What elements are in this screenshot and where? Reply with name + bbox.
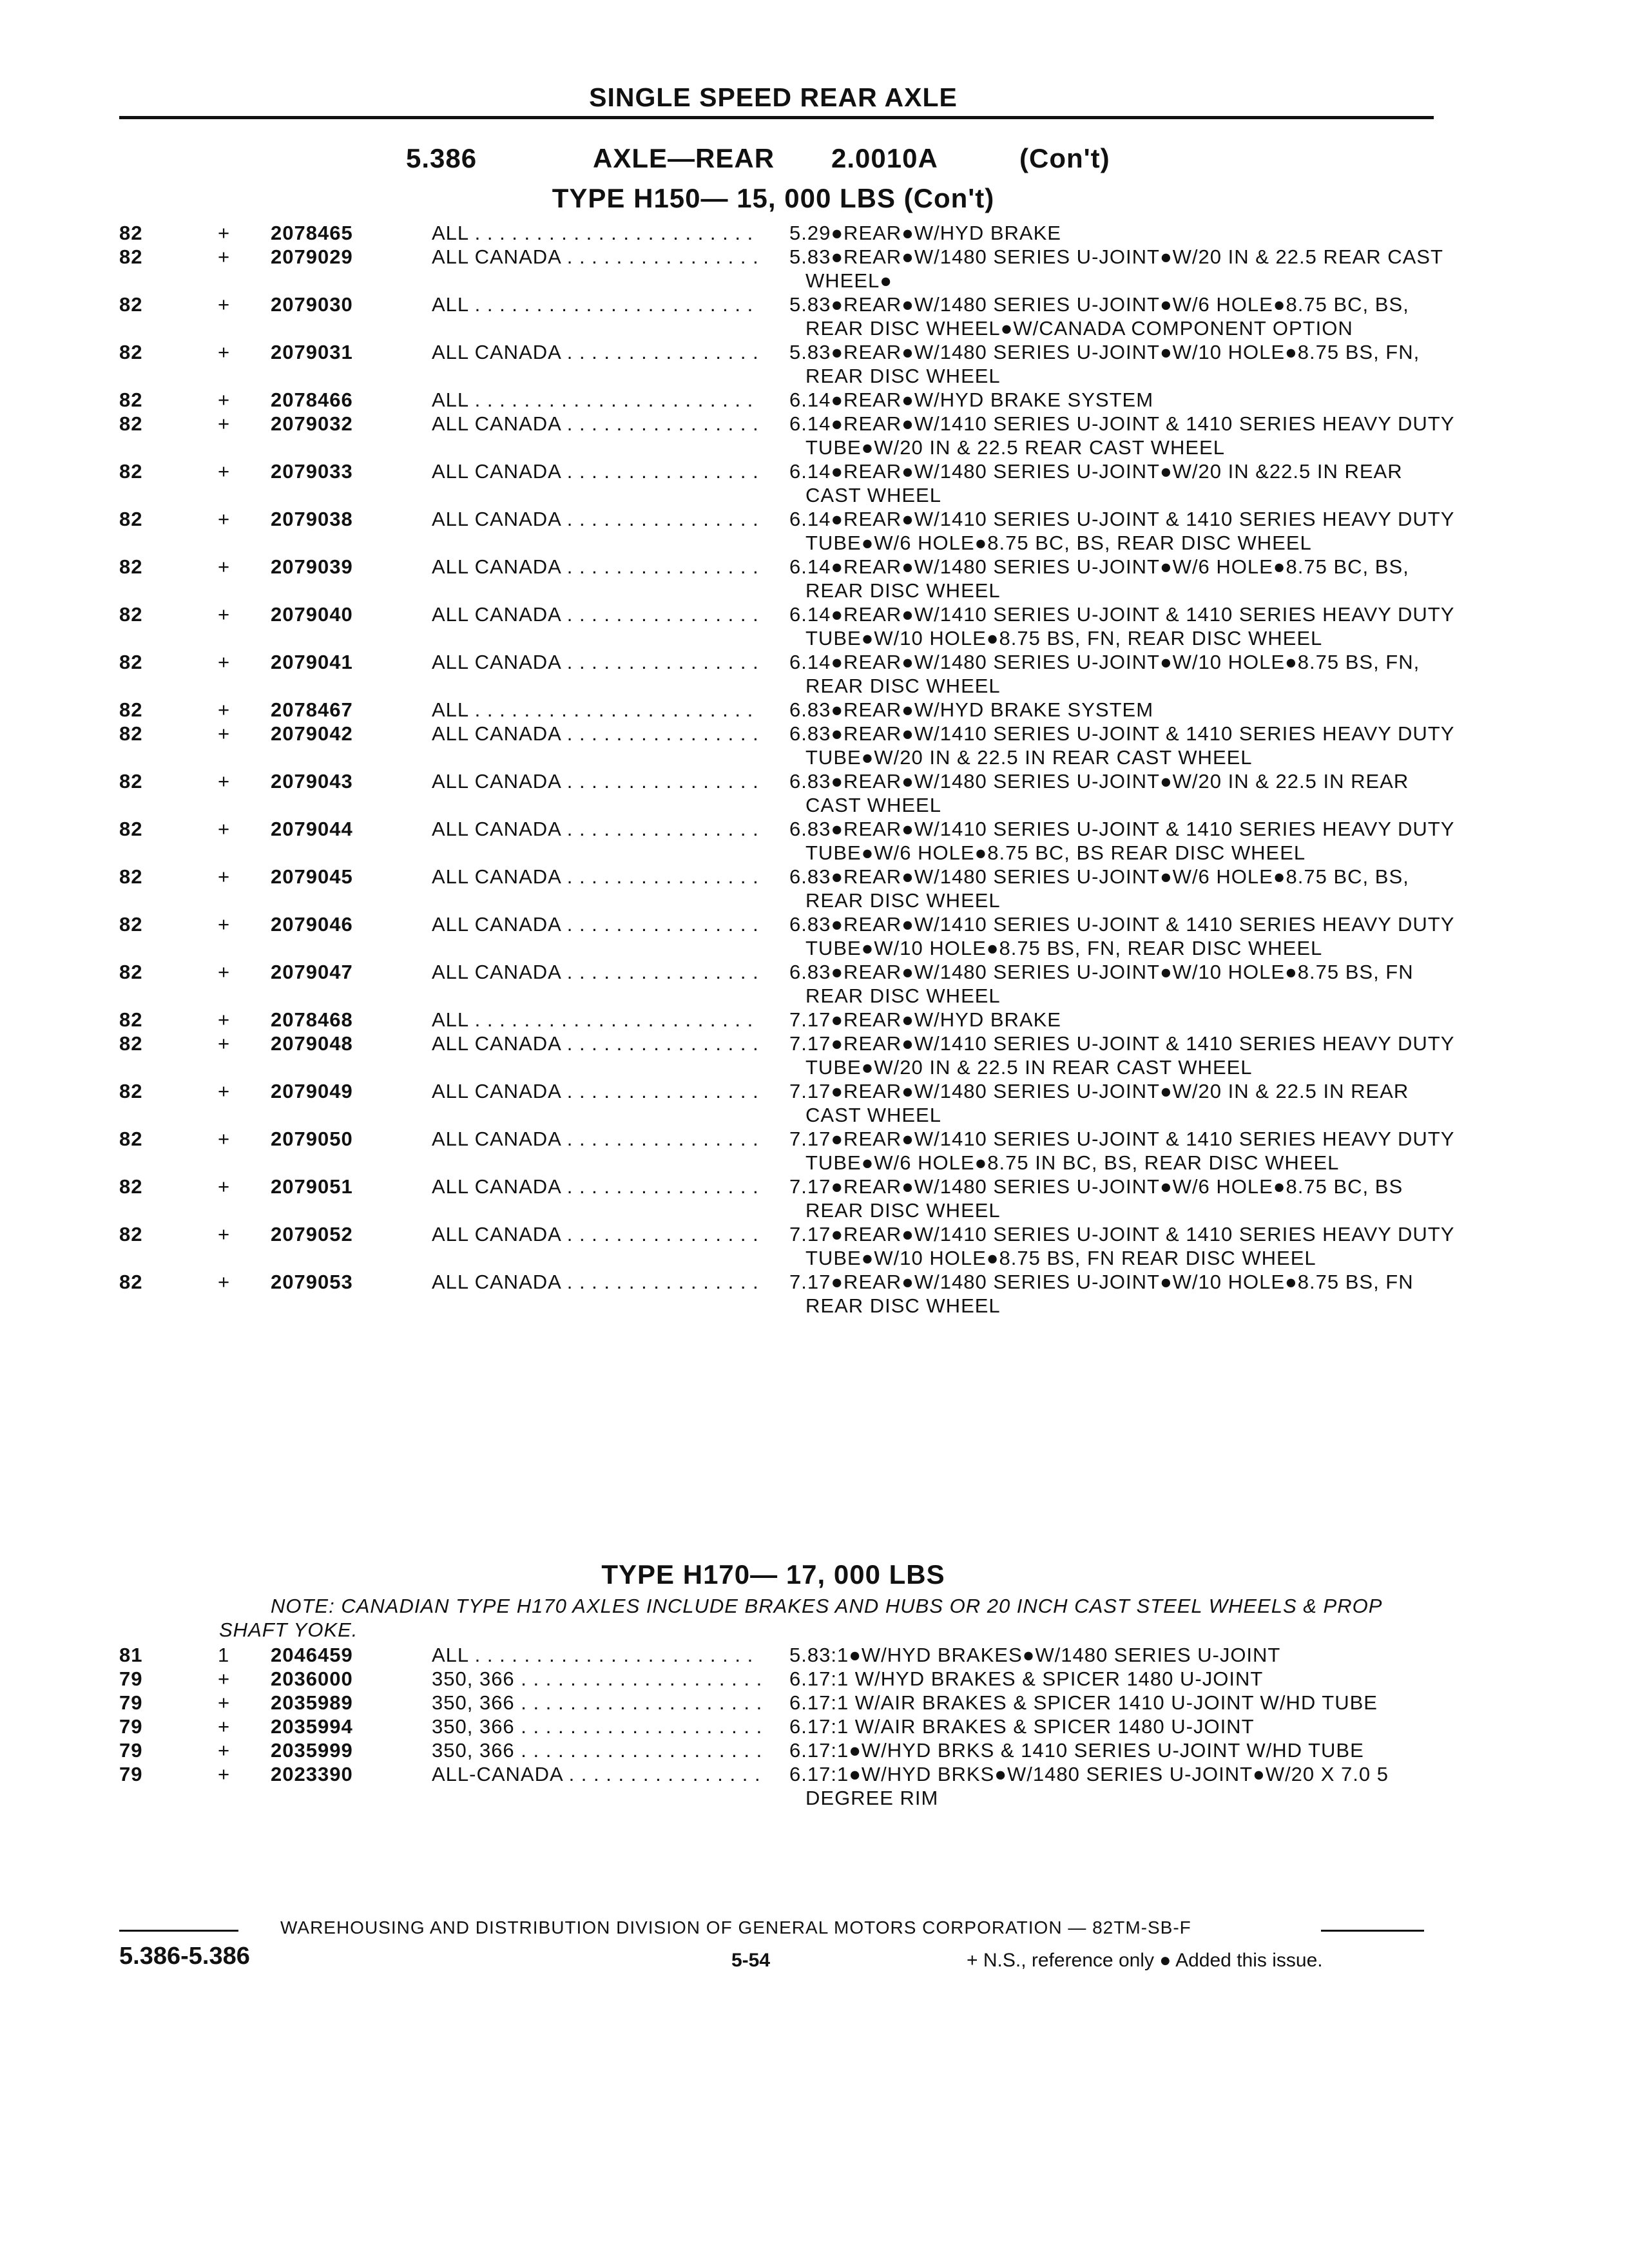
quantity: + <box>218 651 231 673</box>
part-number: 2079048 <box>271 1032 353 1055</box>
type-h150-heading: TYPE H150— 15, 000 LBS (Con't) <box>552 183 995 213</box>
model-applicability: ALL CANADA . . . <box>432 412 760 436</box>
section-code: 2.0010A <box>831 143 938 173</box>
ref-number: 82 <box>119 651 143 673</box>
quantity: + <box>218 1080 231 1102</box>
quantity: + <box>218 222 231 244</box>
part-number: 2079047 <box>271 961 353 983</box>
part-number: 2079043 <box>271 770 353 793</box>
ref-number: 82 <box>119 1223 143 1245</box>
footer-rule-right <box>1321 1930 1424 1932</box>
parts-row <box>0 912 1629 960</box>
part-number: 2079041 <box>271 651 353 673</box>
part-description: 5.83●REAR●W/1480 SERIES U-JOINT●W/20 IN & 22.5 REAR CAST WHEEL● <box>789 245 1443 292</box>
part-number: 2079029 <box>271 245 353 268</box>
quantity: + <box>218 1715 231 1738</box>
part-description: 7.17●REAR●W/1410 SERIES U-JOINT & 1410 SERIES HEAVY DUTY TUBE●W/20 IN & 22.5 IN REAR CAST WHEEL <box>789 1032 1454 1079</box>
parts-row <box>0 769 1629 817</box>
section-name: AXLE—REAR <box>593 143 775 173</box>
part-number: 2079052 <box>271 1223 353 1245</box>
parts-row <box>0 1643 1629 1667</box>
part-number: 2035994 <box>271 1715 353 1738</box>
ref-number: 82 <box>119 412 143 435</box>
part-number: 2079031 <box>271 341 353 363</box>
model-applicability: ALL . . . <box>432 698 760 722</box>
model-applicability: ALL . . . <box>432 293 760 316</box>
ref-number: 82 <box>119 913 143 936</box>
ref-number: 82 <box>119 508 143 530</box>
ref-number: 79 <box>119 1763 143 1785</box>
part-description: 6.14●REAR●W/1410 SERIES U-JOINT & 1410 SERIES HEAVY DUTY TUBE●W/20 IN & 22.5 REAR CAST WHEEL <box>789 412 1454 459</box>
quantity: + <box>218 508 231 530</box>
part-description: 6.83●REAR●W/1410 SERIES U-JOINT & 1410 SERIES HEAVY DUTY TUBE●W/20 IN & 22.5 IN REAR CAST WHEEL <box>789 722 1454 769</box>
quantity: + <box>218 603 231 626</box>
parts-list-h150 <box>0 221 1629 1318</box>
parts-row <box>0 1667 1629 1691</box>
part-number: 2036000 <box>271 1667 353 1690</box>
part-number: 2079040 <box>271 603 353 626</box>
part-number: 2079049 <box>271 1080 353 1102</box>
ref-number: 79 <box>119 1691 143 1714</box>
ref-number: 82 <box>119 818 143 840</box>
quantity: + <box>218 698 231 721</box>
ref-number: 82 <box>119 770 143 793</box>
model-applicability: ALL CANADA . . . <box>432 340 760 364</box>
parts-row <box>0 817 1629 865</box>
quantity: + <box>218 245 231 268</box>
parts-row <box>0 1175 1629 1222</box>
parts-row <box>0 293 1629 340</box>
parts-row <box>0 1738 1629 1762</box>
quantity: + <box>218 293 231 316</box>
quantity: + <box>218 460 231 483</box>
quantity: + <box>218 1032 231 1055</box>
model-applicability: ALL CANADA . . . <box>432 960 760 984</box>
quantity: + <box>218 555 231 578</box>
ref-number: 82 <box>119 603 143 626</box>
part-number: 2078465 <box>271 222 353 244</box>
model-applicability: ALL CANADA . . . <box>432 1032 760 1055</box>
page-title: SINGLE SPEED REAR AXLE <box>589 82 958 112</box>
quantity: + <box>218 1691 231 1714</box>
footer-division: WAREHOUSING AND DISTRIBUTION DIVISION OF GENERAL MOTORS CORPORATION — 82TM-SB-F <box>280 1917 1191 1937</box>
ref-number: 82 <box>119 555 143 578</box>
part-number: 2079032 <box>271 412 353 435</box>
quantity: + <box>218 1739 231 1762</box>
parts-row <box>0 1079 1629 1127</box>
model-applicability: ALL CANADA . . . <box>432 245 760 269</box>
model-applicability: 350, 366 . . . <box>432 1715 760 1738</box>
ref-number: 82 <box>119 1032 143 1055</box>
ref-number: 82 <box>119 1271 143 1293</box>
model-applicability: ALL . . . <box>432 388 760 412</box>
part-description: 6.83●REAR●W/HYD BRAKE SYSTEM <box>789 698 1154 721</box>
section-number: 5.386 <box>406 143 477 173</box>
part-description: 6.83●REAR●W/1480 SERIES U-JOINT●W/20 IN & 22.5 IN REAR CAST WHEEL <box>789 770 1409 816</box>
model-applicability: ALL CANADA . . . <box>432 1175 760 1198</box>
model-applicability: ALL CANADA . . . <box>432 507 760 531</box>
model-applicability: ALL CANADA . . . <box>432 650 760 674</box>
model-applicability: ALL . . . <box>432 1008 760 1032</box>
ref-number: 82 <box>119 460 143 483</box>
model-applicability: 350, 366 . . . <box>432 1667 760 1691</box>
quantity: + <box>218 1763 231 1785</box>
part-number: 2046459 <box>271 1644 353 1666</box>
quantity: + <box>218 818 231 840</box>
part-description: 6.17:1●W/HYD BRKS & 1410 SERIES U-JOINT W/HD TUBE <box>789 1739 1364 1762</box>
parts-row <box>0 245 1629 293</box>
model-applicability: 350, 366 . . . <box>432 1691 760 1715</box>
part-number: 2078467 <box>271 698 353 721</box>
part-description: 6.14●REAR●W/1410 SERIES U-JOINT & 1410 SERIES HEAVY DUTY TUBE●W/10 HOLE●8.75 BS, FN, REAR DISC WHEEL <box>789 603 1454 649</box>
quantity: + <box>218 865 231 888</box>
part-number: 2079050 <box>271 1128 353 1150</box>
part-number: 2079039 <box>271 555 353 578</box>
part-description: 6.14●REAR●W/1480 SERIES U-JOINT●W/6 HOLE●8.75 BC, BS, REAR DISC WHEEL <box>789 555 1409 602</box>
part-description: 7.17●REAR●W/HYD BRAKE <box>789 1008 1061 1031</box>
parts-row <box>0 602 1629 650</box>
ref-number: 79 <box>119 1667 143 1690</box>
footer-page-number: 5-54 <box>731 1950 771 1971</box>
parts-row <box>0 459 1629 507</box>
model-applicability: ALL CANADA . . . <box>432 1127 760 1151</box>
quantity: + <box>218 1008 231 1031</box>
part-description: 6.17:1 W/AIR BRAKES & SPICER 1480 U-JOINT <box>789 1715 1255 1738</box>
ref-number: 79 <box>119 1739 143 1762</box>
footer-rule-left <box>119 1930 238 1932</box>
part-number: 2023390 <box>271 1763 353 1785</box>
part-description: 6.14●REAR●W/1480 SERIES U-JOINT●W/10 HOLE●8.75 BS, FN, REAR DISC WHEEL <box>789 651 1420 697</box>
parts-row <box>0 1008 1629 1032</box>
part-description: 7.17●REAR●W/1480 SERIES U-JOINT●W/20 IN & 22.5 IN REAR CAST WHEEL <box>789 1080 1409 1126</box>
quantity: + <box>218 722 231 745</box>
parts-row <box>0 221 1629 245</box>
model-applicability: ALL CANADA . . . <box>432 602 760 626</box>
quantity: + <box>218 1223 231 1245</box>
parts-row <box>0 1222 1629 1270</box>
quantity: + <box>218 770 231 793</box>
part-description: 6.83●REAR●W/1410 SERIES U-JOINT & 1410 SERIES HEAVY DUTY TUBE●W/10 HOLE●8.75 BS, FN, REAR DISC WHEEL <box>789 913 1454 959</box>
part-description: 6.14●REAR●W/HYD BRAKE SYSTEM <box>789 389 1154 411</box>
part-description: 6.17:1 W/AIR BRAKES & SPICER 1410 U-JOINT W/HD TUBE <box>789 1691 1378 1714</box>
quantity: + <box>218 412 231 435</box>
part-number: 2079038 <box>271 508 353 530</box>
part-number: 2078466 <box>271 389 353 411</box>
part-description: 5.83:1●W/HYD BRAKES●W/1480 SERIES U-JOINT <box>789 1644 1281 1666</box>
quantity: + <box>218 961 231 983</box>
parts-row <box>0 960 1629 1008</box>
parts-row <box>0 1691 1629 1715</box>
model-applicability: ALL . . . <box>432 1643 760 1667</box>
model-applicability: ALL CANADA . . . <box>432 912 760 936</box>
quantity: + <box>218 1667 231 1690</box>
parts-row <box>0 555 1629 602</box>
quantity: + <box>218 1175 231 1198</box>
parts-row <box>0 698 1629 722</box>
ref-number: 82 <box>119 1128 143 1150</box>
ref-number: 82 <box>119 1080 143 1102</box>
part-description: 6.83●REAR●W/1480 SERIES U-JOINT●W/10 HOLE●8.75 BS, FN REAR DISC WHEEL <box>789 961 1414 1007</box>
part-number: 2078468 <box>271 1008 353 1031</box>
part-number: 2035989 <box>271 1691 353 1714</box>
model-applicability: ALL CANADA . . . <box>432 555 760 579</box>
quantity: + <box>218 389 231 411</box>
part-description: 6.83●REAR●W/1410 SERIES U-JOINT & 1410 SERIES HEAVY DUTY TUBE●W/6 HOLE●8.75 BC, BS REAR DISC WHEEL <box>789 818 1454 864</box>
parts-row <box>0 722 1629 769</box>
model-applicability: ALL CANADA . . . <box>432 817 760 841</box>
quantity: + <box>218 913 231 936</box>
part-description: 6.17:1 W/HYD BRAKES & SPICER 1480 U-JOINT <box>789 1667 1264 1690</box>
part-number: 2079046 <box>271 913 353 936</box>
header-rule <box>119 116 1434 119</box>
ref-number: 82 <box>119 698 143 721</box>
parts-row <box>0 1762 1629 1810</box>
part-description: 7.17●REAR●W/1480 SERIES U-JOINT●W/6 HOLE●8.75 BC, BS REAR DISC WHEEL <box>789 1175 1403 1222</box>
part-description: 6.14●REAR●W/1410 SERIES U-JOINT & 1410 SERIES HEAVY DUTY TUBE●W/6 HOLE●8.75 BC, BS, REAR DISC WHEEL <box>789 508 1454 554</box>
model-applicability: ALL CANADA . . . <box>432 865 760 889</box>
ref-number: 82 <box>119 222 143 244</box>
part-number: 2079053 <box>271 1271 353 1293</box>
footer-section-range: 5.386-5.386 <box>119 1943 250 1970</box>
model-applicability: ALL CANADA . . . <box>432 1079 760 1103</box>
part-description: 5.83●REAR●W/1480 SERIES U-JOINT●W/10 HOLE●8.75 BS, FN, REAR DISC WHEEL <box>789 341 1420 387</box>
part-number: 2079033 <box>271 460 353 483</box>
parts-row <box>0 412 1629 459</box>
model-applicability: ALL CANADA . . . <box>432 1270 760 1294</box>
part-number: 2079030 <box>271 293 353 316</box>
type-h170-heading: TYPE H170— 17, 000 LBS <box>601 1559 945 1590</box>
quantity: + <box>218 341 231 363</box>
footer-legend: + N.S., reference only ● Added this issue. <box>967 1950 1323 1971</box>
ref-number: 82 <box>119 341 143 363</box>
part-number: 2079042 <box>271 722 353 745</box>
part-description: 7.17●REAR●W/1410 SERIES U-JOINT & 1410 SERIES HEAVY DUTY TUBE●W/6 HOLE●8.75 IN BC, BS, REAR DISC WHEEL <box>789 1128 1454 1174</box>
parts-row <box>0 650 1629 698</box>
model-applicability: ALL CANADA . . . <box>432 459 760 483</box>
part-description: 5.83●REAR●W/1480 SERIES U-JOINT●W/6 HOLE●8.75 BC, BS, REAR DISC WHEEL●W/CANADA COMPONENT OPTION <box>789 293 1409 340</box>
parts-row <box>0 1032 1629 1079</box>
ref-number: 82 <box>119 389 143 411</box>
ref-number: 82 <box>119 865 143 888</box>
model-applicability: ALL CANADA . . . <box>432 769 760 793</box>
part-number: 2079044 <box>271 818 353 840</box>
model-applicability: ALL-CANADA . . . <box>432 1762 760 1786</box>
ref-number: 82 <box>119 1008 143 1031</box>
parts-row <box>0 1715 1629 1738</box>
parts-row <box>0 865 1629 912</box>
parts-row <box>0 388 1629 412</box>
quantity: 1 <box>218 1644 230 1666</box>
parts-row <box>0 507 1629 555</box>
parts-row <box>0 340 1629 388</box>
part-description: 6.14●REAR●W/1480 SERIES U-JOINT●W/20 IN &22.5 IN REAR CAST WHEEL <box>789 460 1403 506</box>
ref-number: 81 <box>119 1644 143 1666</box>
parts-row <box>0 1270 1629 1318</box>
model-applicability: 350, 366 . . . <box>432 1738 760 1762</box>
part-description: 6.83●REAR●W/1480 SERIES U-JOINT●W/6 HOLE●8.75 BC, BS, REAR DISC WHEEL <box>789 865 1409 912</box>
model-applicability: ALL . . . <box>432 221 760 245</box>
quantity: + <box>218 1271 231 1293</box>
type-h170-note: NOTE: CANADIAN TYPE H170 AXLES INCLUDE BRAKES AND HUBS OR 20 INCH CAST STEEL WHEELS & PROP SHAFT YOKE. <box>219 1595 1382 1641</box>
quantity: + <box>218 1128 231 1150</box>
model-applicability: ALL CANADA . . . <box>432 1222 760 1246</box>
part-number: 2079045 <box>271 865 353 888</box>
ref-number: 82 <box>119 245 143 268</box>
parts-row <box>0 1127 1629 1175</box>
part-number: 2035999 <box>271 1739 353 1762</box>
ref-number: 79 <box>119 1715 143 1738</box>
part-description: 7.17●REAR●W/1410 SERIES U-JOINT & 1410 SERIES HEAVY DUTY TUBE●W/10 HOLE●8.75 BS, FN REAR DISC WHEEL <box>789 1223 1454 1269</box>
ref-number: 82 <box>119 1175 143 1198</box>
part-number: 2079051 <box>271 1175 353 1198</box>
model-applicability: ALL CANADA . . . <box>432 722 760 745</box>
ref-number: 82 <box>119 293 143 316</box>
parts-list-h170 <box>0 1643 1629 1810</box>
part-description: 7.17●REAR●W/1480 SERIES U-JOINT●W/10 HOLE●8.75 BS, FN REAR DISC WHEEL <box>789 1271 1414 1317</box>
ref-number: 82 <box>119 961 143 983</box>
part-description: 6.17:1●W/HYD BRKS●W/1480 SERIES U-JOINT●W/20 X 7.0 5 DEGREE RIM <box>789 1763 1389 1809</box>
part-description: 5.29●REAR●W/HYD BRAKE <box>789 222 1061 244</box>
ref-number: 82 <box>119 722 143 745</box>
section-cont: (Con't) <box>1019 143 1110 173</box>
